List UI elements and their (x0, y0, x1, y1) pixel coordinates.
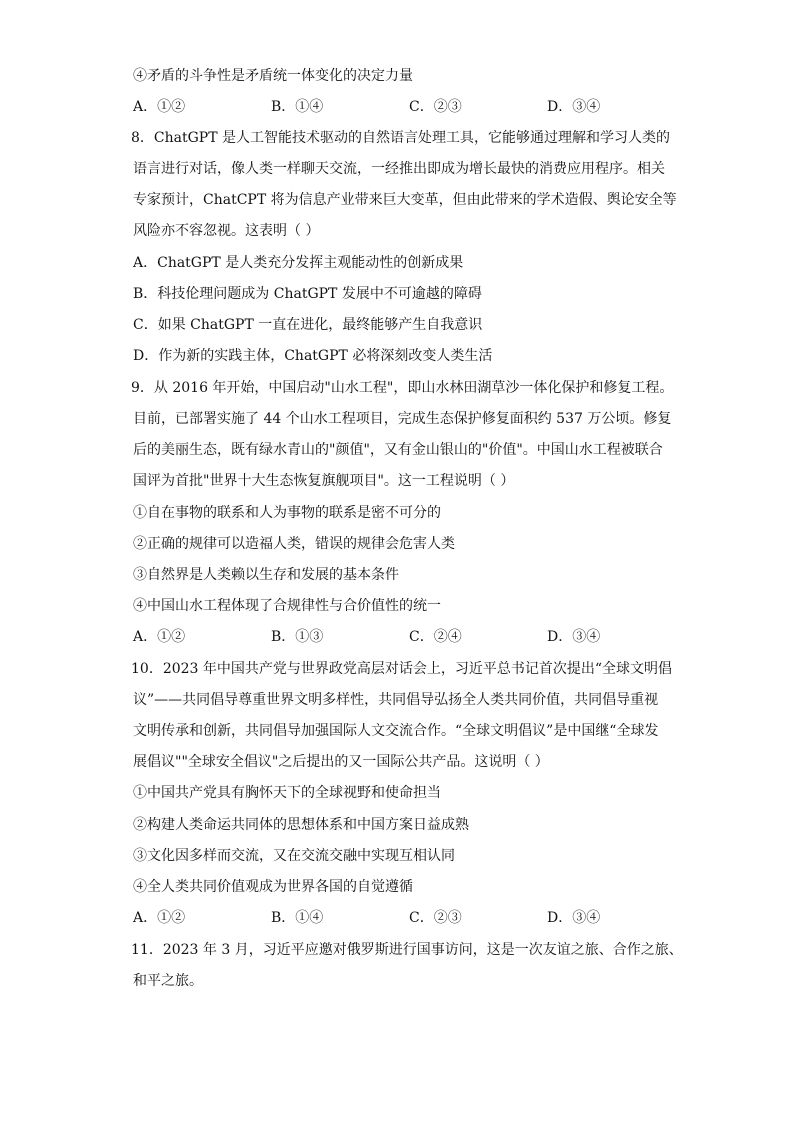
q9-stem-line-3: 后的美丽生态，既有绿水青山的"颜值"，又有金山银山的"价值"。中国山水工程被联合 (133, 442, 663, 458)
q10-item-1: ①中国共产党具有胸怀天下的全球视野和使命担当 (133, 785, 441, 801)
q8-stem-line-2: 语言进行对话，像人类一样聊天交流，一经推出即成为增长最快的消费应用程序。相关 (133, 161, 665, 177)
q9-item-3: ③自然界是人类赖以生存和发展的基本条件 (133, 567, 399, 583)
q9-stem-line-2: 目前，已部署实施了 44 个山水工程项目，完成生态保护修复面积约 537 万公顷。修复 (133, 411, 672, 427)
q10-stem-line-4: 展倡议""全球安全倡议"之后提出的又一国际公共产品。这说明（ ） (133, 754, 549, 770)
q9-item-4: ④中国山水工程体现了合规律性与合价值性的统一 (133, 598, 441, 614)
option-a: A．①② (133, 910, 186, 926)
option-b: B．①④ (271, 99, 324, 115)
prev-question-options (133, 97, 653, 117)
q9-item-2: ②正确的规律可以造福人类，错误的规律会危害人类 (133, 536, 455, 552)
option-d: D．③④ (547, 629, 601, 645)
q10-stem-line-1: 10．2023 年中国共产党与世界政党高层对话会上，习近平总书记首次提出“全球文明倡 (131, 661, 673, 677)
q9-options (133, 627, 653, 647)
option-b: B．①④ (271, 910, 324, 926)
option-b: B．①③ (271, 629, 324, 645)
q8-choice-c: C．如果 ChatGPT 一直在进化，最终能够产生自我意识 (133, 317, 483, 333)
option-c: C．②③ (409, 910, 462, 926)
option-d: D．③④ (547, 99, 601, 115)
q10-item-4: ④全人类共同价值观成为世界各国的自觉遵循 (133, 879, 413, 895)
prev-question-item-4: ④矛盾的斗争性是矛盾统一体变化的决定力量 (133, 68, 413, 84)
q9-item-1: ①自在事物的联系和人为事物的联系是密不可分的 (133, 505, 441, 521)
option-d: D．③④ (547, 910, 601, 926)
option-a: A．①② (133, 629, 186, 645)
q10-stem-line-3: 文明传承和创新，共同倡导加强国际人文交流合作。“全球文明倡议”是中国继“全球发 (133, 723, 659, 739)
q8-stem-line-1: 8．ChatGPT 是人工智能技术驱动的自然语言处理工具，它能够通过理解和学习人类的 (131, 130, 670, 146)
q11-stem-line-2: 和平之旅。 (133, 973, 203, 989)
option-c: C．②④ (409, 629, 462, 645)
q10-options (133, 908, 653, 928)
q8-stem-line-3: 专家预计，ChatCPT 将为信息产业带来巨大变革，但由此带来的学术造假、舆论安全等 (133, 192, 677, 208)
q8-stem-line-4: 风险亦不容忽视。这表明（ ） (133, 223, 320, 239)
q10-stem-line-2: 议”——共同倡导尊重世界文明多样性，共同倡导弘扬全人类共同价值，共同倡导重视 (133, 692, 659, 708)
q11-stem-line-1: 11．2023 年 3 月，习近平应邀对俄罗斯进行国事访问，这是一次友谊之旅、合作之旅、 (131, 942, 683, 958)
option-a: A．①② (133, 99, 186, 115)
q8-choice-b: B．科技伦理问题成为 ChatGPT 发展中不可逾越的障碍 (133, 286, 482, 302)
option-c: C．②③ (409, 99, 462, 115)
q8-choice-d: D．作为新的实践主体，ChatGPT 必将深刻改变人类生活 (133, 348, 493, 364)
q10-item-2: ②构建人类命运共同体的思想体系和中国方案日益成熟 (133, 817, 469, 833)
q10-item-3: ③文化因多样而交流，又在交流交融中实现互相认同 (133, 848, 455, 864)
q9-stem-line-4: 国评为首批"世界十大生态恢复旗舰项目"。这一工程说明（ ） (133, 473, 515, 489)
q9-stem-line-1: 9．从 2016 年开始，中国启动"山水工程"，即山水林田湖草沙一体化保护和修复工程。 (131, 380, 674, 396)
q8-choice-a: A．ChatGPT 是人类充分发挥主观能动性的创新成果 (133, 255, 464, 271)
